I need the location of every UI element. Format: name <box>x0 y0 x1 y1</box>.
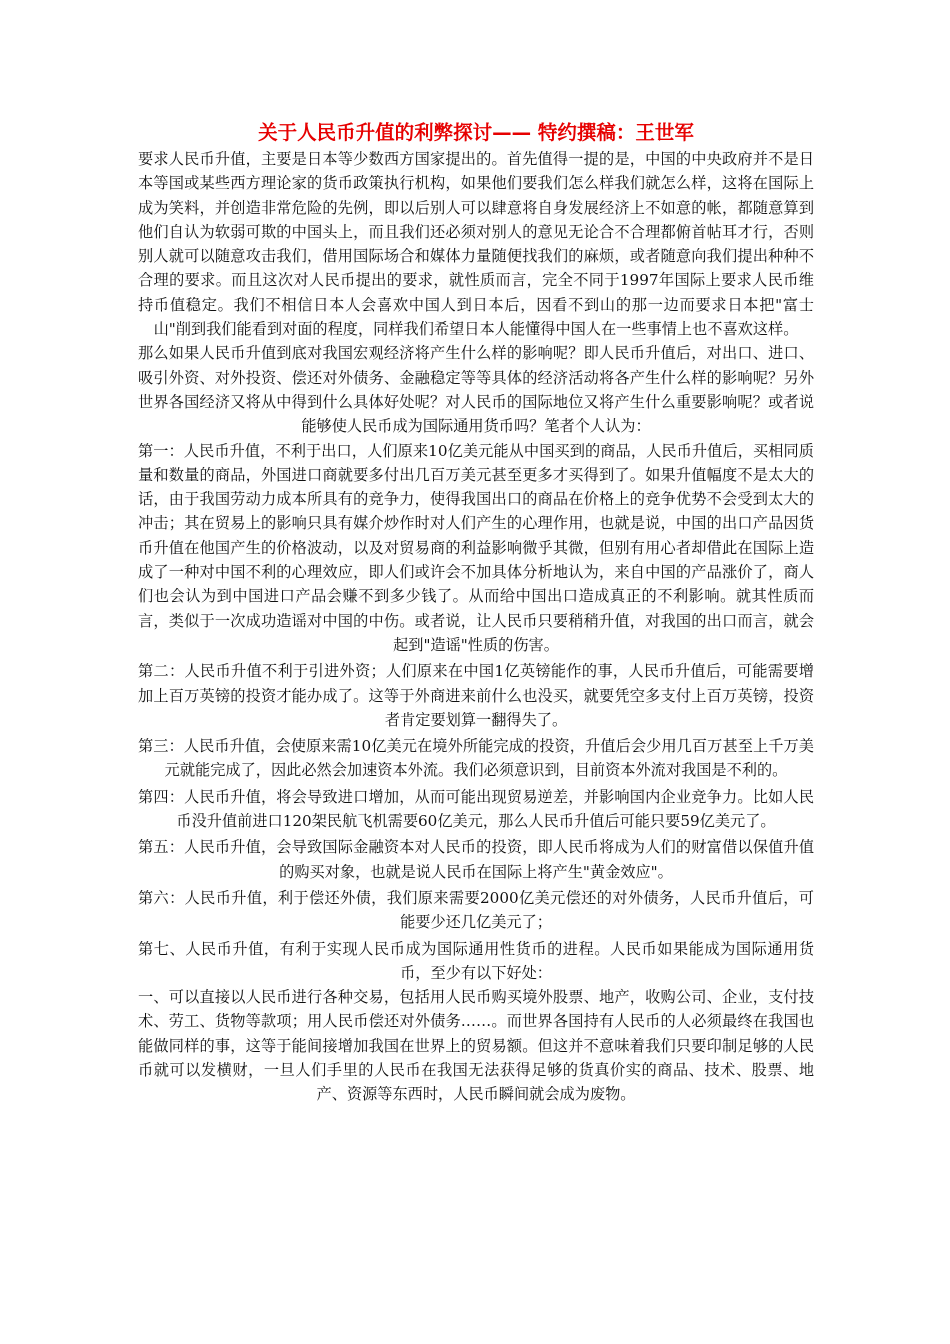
paragraph-intro: 要求人民币升值，主要是日本等少数西方国家提出的。首先值得一提的是，中国的中央政府并不是日本等国或某些西方理论家的货币政策执行机构，如果他们要我们怎么样我们就怎么样，这将在国际上成为笑料，并创造非常危险的先例，即以后别人可以肆意将自身发展经济上不如意的帐，都随意算到他们自认为软弱可欺的中国头上，而且我们还必须对别人的意见无论合不合理都俯首帖耳才行，否则别人就可以随意攻击我们，借用国际场合和媒体力量随便找我们的麻烦，或者随意向我们提出种种不合理的要求。而且这次对人民币提出的要求，就性质而言，完全不同于1997年国际上要求人民币维持币值稳定。我们不相信日本人会喜欢中国人到日本后，因看不到山的那一边而要求日本把"富士山"削到我们能看到对面的程度，同样我们希望日本人能懂得中国人在一些事情上也不喜欢这样。 <box>138 150 814 339</box>
document-page <box>138 120 814 1107</box>
article-title: 关于人民币升值的利弊探讨—— 特约撰稿：王世军 <box>258 121 694 144</box>
paragraph-benefit-1: 一、可以直接以人民币进行各种交易，包括用人民币购买境外股票、地产，收购公司、企业，支付技术、劳工、货物等款项；用人民币偿还对外债务……。而世界各国持有人民币的人必须最终在我国也能做同样的事，这等于能间接增加我国在世界上的贸易额。但这并不意味着我们只要印制足够的人民币就可以发横财，一旦人们手里的人民币在我国无法获得足够的货真价实的商品、技术、股票、地产、资源等东西时，人民币瞬间就会成为废物。 <box>138 988 814 1104</box>
paragraph-point-6: 第六：人民币升值，利于偿还外债，我们原来需要2000亿美元偿还的对外债务，人民币升值后，可能要少还几亿美元了； <box>138 888 814 932</box>
paragraph-point-7: 第七、人民币升值，有利于实现人民币成为国际通用性货币的进程。人民币如果能成为国际通用货币，至少有以下好处： <box>138 939 814 982</box>
paragraph-point-3: 第三：人民币升值，会使原来需10亿美元在境外所能完成的投资，升值后会少用几百万甚至上千万美元就能完成了，因此必然会加速资本外流。我们必须意识到，目前资本外流对我国是不利的。 <box>138 737 814 780</box>
paragraph-point-2: 第二：人民币升值不利于引进外资；人们原来在中国1亿英镑能作的事，人民币升值后，可能需要增加上百万英镑的投资才能办成了。这等于外商进来前什么也没买，就要凭空多支付上百万英镑，投资者肯定要划算一翻得失了。 <box>138 662 814 729</box>
paragraph-point-4: 第四：人民币升值，将会导致进口增加，从而可能出现贸易逆差，并影响国内企业竞争力。比如人民币没升值前进口120架民航飞机需要60亿美元，那么人民币升值后可能只要59亿美元了。 <box>138 787 814 831</box>
paragraph-point-1: 第一：人民币升值，不利于出口，人们原来10亿美元能从中国买到的商品，人民币升值后，买相同质量和数量的商品，外国进口商就要多付出几百万美元甚至更多才买得到了。如果升值幅度不是太大的话，由于我国劳动力成本所具有的竞争力，使得我国出口的商品在价格上的竞争优势不会受到太大的冲击；其在贸易上的影响只具有媒介炒作时对人们产生的心理作用，也就是说，中国的出口产品因货币升值在他国产生的价格波动，以及对贸易商的利益影响微乎其微，但别有用心者却借此在国际上造成了一种对中国不利的心理效应，即人们或许会不加具体分析地认为，来自中国的产品涨价了，商人们也会认为到中国进口产品会赚不到多少钱了。从而给中国出口造成真正的不利影响。就其性质而言，类似于一次成功造谣对中国的中伤。或者说，让人民币只要稍稍升值，对我国的出口而言，就会起到"造谣"性质的伤害。 <box>138 441 814 654</box>
paragraph-point-5: 第五：人民币升值，会导致国际金融资本对人民币的投资，即人民币将成为人们的财富借以保值升值的购买对象，也就是说人民币在国际上将产生"黄金效应"。 <box>138 838 814 881</box>
paragraph-questions: 那么如果人民币升值到底对我国宏观经济将产生什么样的影响呢？即人民币升值后，对出口、进口、吸引外资、对外投资、偿还对外债务、金融稳定等等具体的经济活动将各产生什么样的影响呢？另外世界各国经济又将从中得到什么具体好处呢？对人民币的国际地位又将产生什么重要影响呢？或者说能够使人民币成为国际通用货币吗？笔者个人认为： <box>138 344 814 436</box>
